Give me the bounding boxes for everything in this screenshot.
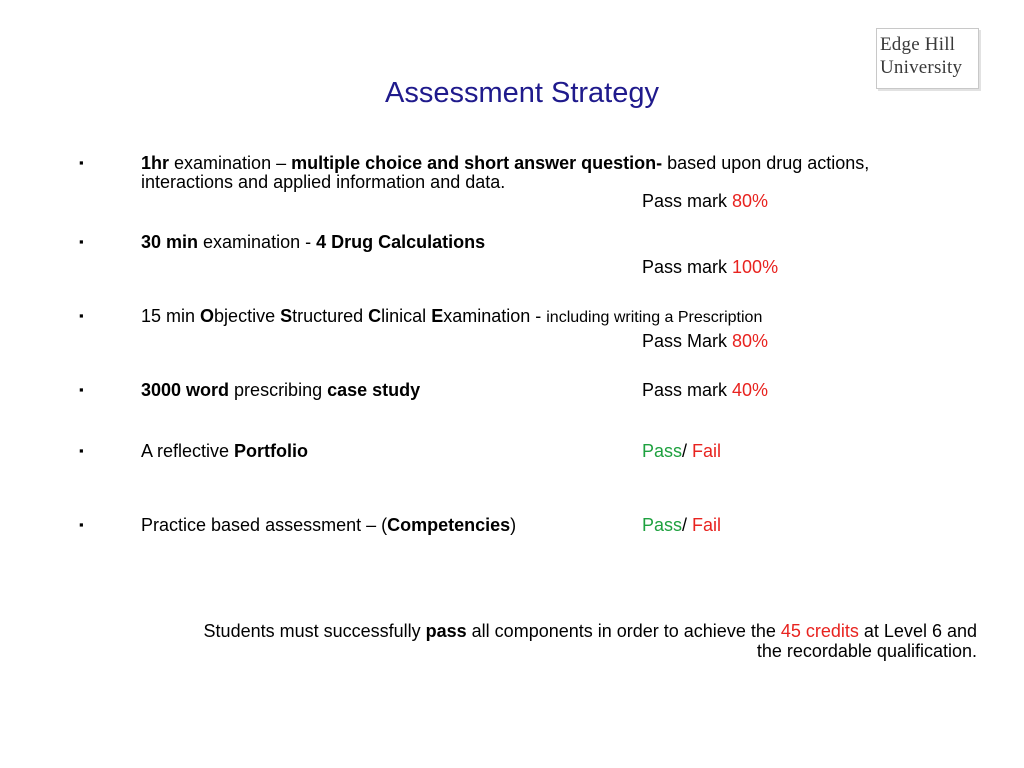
footer-line-1: Students must successfully pass all components in order to achieve the 45 credits at Level 6 and — [203, 621, 977, 641]
bullet-icon: ▪ — [79, 308, 84, 323]
logo-line-1: Edge Hill — [880, 34, 956, 55]
slide-title: Assessment Strategy — [385, 77, 659, 109]
item-2-text: 30 min examination - 4 Drug Calculations — [141, 232, 486, 252]
item-2-pass-mark: Pass mark 100% — [642, 257, 779, 277]
item-1-text: 1hr examination – multiple choice and short answer question- based upon drug actions, — [141, 153, 870, 173]
item-4-text: 3000 word prescribing case study — [141, 380, 421, 400]
item-5-pass-fail: Pass/ Fail — [642, 441, 722, 461]
logo-line-2: University — [880, 57, 963, 78]
bullet-icon: ▪ — [79, 234, 84, 249]
item-3-pass-mark: Pass Mark 80% — [642, 331, 769, 351]
bullet-icon: ▪ — [79, 382, 84, 397]
item-4-pass-mark: Pass mark 40% — [642, 380, 769, 400]
bullet-icon: ▪ — [79, 443, 84, 458]
item-3-text: 15 min Objective Structured Clinical Examination - including writing a Prescription — [141, 306, 763, 326]
item-6-text: Practice based assessment – (Competencies) — [141, 515, 517, 535]
item-6-pass-fail: Pass/ Fail — [642, 515, 722, 535]
footer-note — [60, 621, 977, 661]
footer-line-2: the recordable qualification. — [756, 641, 977, 661]
item-1-pass-mark: Pass mark 80% — [642, 191, 769, 211]
bullet-icon: ▪ — [79, 155, 84, 170]
item-1-text-line-2: interactions and applied information and data. — [141, 172, 506, 192]
item-5-text: A reflective Portfolio — [141, 441, 309, 461]
bullet-icon: ▪ — [79, 517, 84, 532]
